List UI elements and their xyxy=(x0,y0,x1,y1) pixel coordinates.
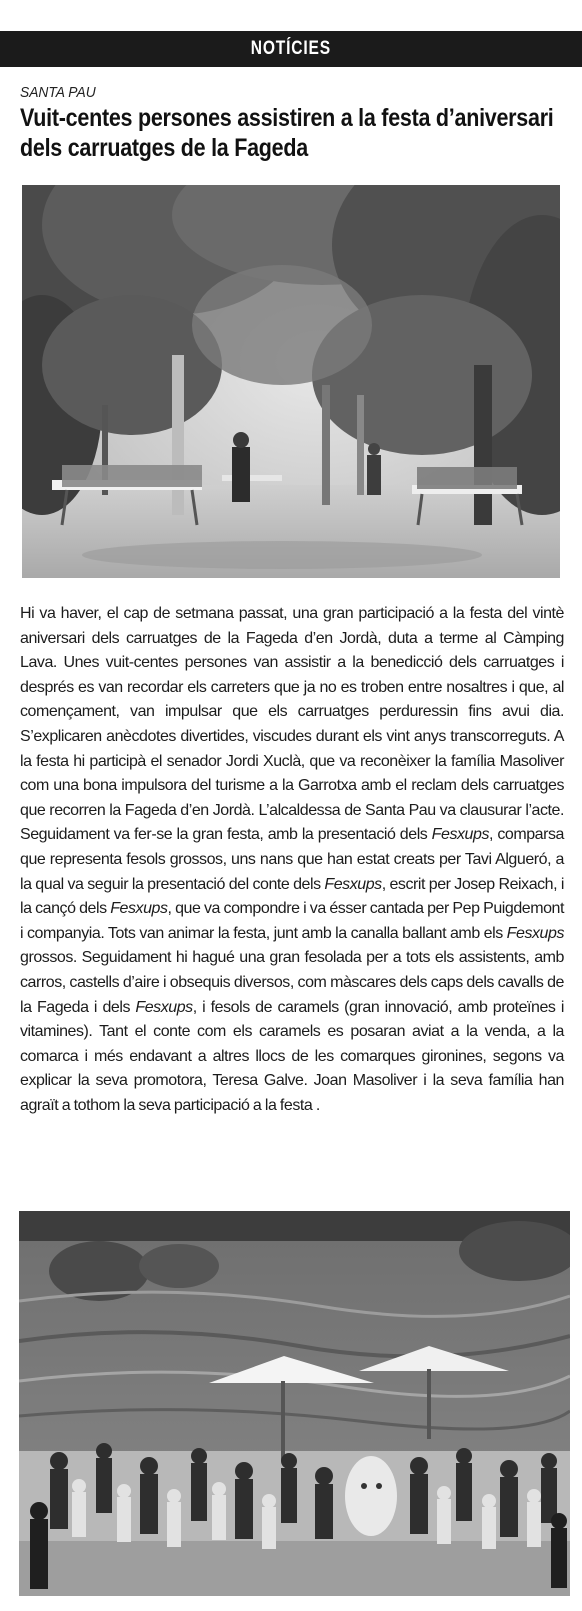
body-segment: Hi va haver, el cap de setmana passat, una gran participació a la festa del vintè aniversari dels carruatges de la Fageda d’en Jordà, duta a terme al Càmping Lava. Unes vuit-centes persones van assistir a la benedicció dels carruatges i després es van recordar els carreters que ja no es troben entre nosaltres i que, al començament, van impulsar que els carruatges perduressin fins avui dia. S’explicaren anècdotes divertides, viscudes durant els vint anys transcorreguts. A la festa hi participà el senador Jordi Xuclà, que va reconèixer la família Masoliver com una bona impulsora del turisme a la Garrotxa amb el reclam dels carruatges que recorren la Fageda d’en Jordà. L’alcaldessa de Santa Pau va clausurar l’acte. Seguidament va fer-se la gran festa, amb la presentació dels xyxy=(20,605,564,844)
article-location: SANTA PAU xyxy=(20,84,96,101)
body-italic-term: Fesxups xyxy=(506,924,564,942)
article-headline: Vuit-centes persones assistiren a la festa d’aniversari dels carruatges de la Fageda xyxy=(20,104,554,162)
body-italic-term: Fesxups xyxy=(324,875,382,893)
article-header xyxy=(20,84,565,163)
body-segment: , comparsa que representa fesols grossos, uns nans que han estat creats per Tavi Algueró, a la qual va seguir la presentació del conte dels xyxy=(20,826,564,893)
festival-crowd-image xyxy=(19,1211,570,1596)
body-segment: , que va compondre i va ésser cantada per Pep Puigdemont i companyia. Tots van animar la festa, junt amb la canalla ballant amb els xyxy=(20,900,564,942)
body-segment: , escrit per Josep Reixach, i la cançó dels xyxy=(20,875,564,918)
body-italic-term: Fesxups xyxy=(135,998,193,1016)
body-italic-term: Fesxups xyxy=(110,900,168,918)
photo-forest-picnic xyxy=(22,185,560,578)
body-segment: , i fesols de caramels (gran innovació, amb proteïnes i vitamines). Tant el conte com els caramels es posaran aviat a la venda, a la comarca i més endavant a altres llocs de les comarques gironines, segons va explicar la seva promotora, Teresa Galve. Joan Masoliver i la seva família han agraït a tothom la seva participació a la festa . xyxy=(20,998,564,1114)
photo-festival-crowd xyxy=(19,1211,570,1596)
section-banner xyxy=(0,31,582,67)
forest-picnic-image xyxy=(22,185,560,578)
section-title: NOTÍCIES xyxy=(250,38,332,59)
body-italic-term: Fesxups xyxy=(431,826,489,844)
body-segment: grossos. Seguidament hi hagué una gran fesolada per a tots els assistents, amb carros, castells d’aire i obsequis diversos, com màscares dels caps dels cavalls de la Fageda i dels xyxy=(20,949,564,1016)
article-body xyxy=(20,602,564,1118)
